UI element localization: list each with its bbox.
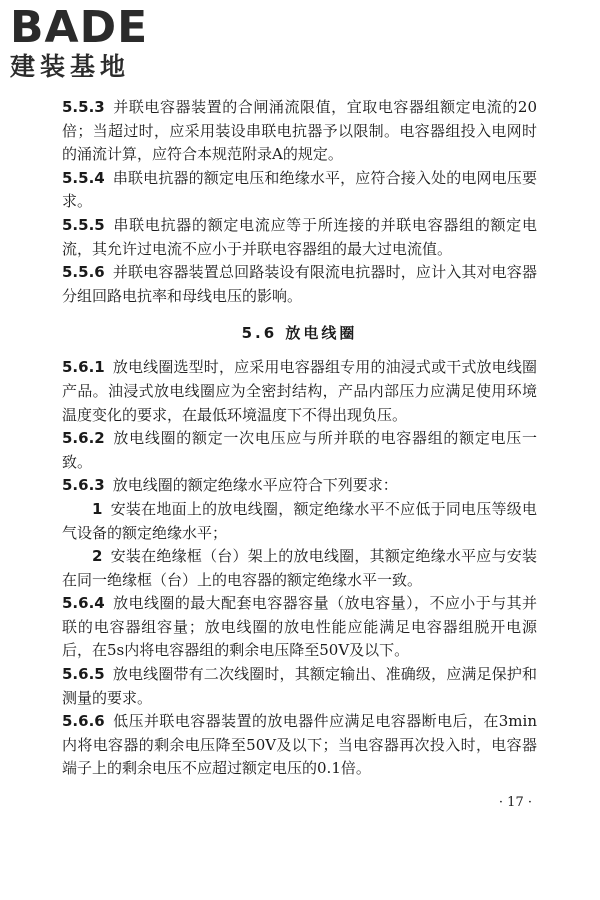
clause-5-5-5 [62,214,537,261]
clause-number: 5.6.4 [62,594,105,613]
clause-text: 并联电容器装置总回路装设有限流电抗器时，应计入其对电容器分组回路电抗率和母线电压的影响。 [62,263,537,305]
clause-5-5-4 [62,167,537,214]
list-item-1 [62,498,537,545]
clause-number: 5.5.4 [62,168,105,187]
clause-5-6-1 [62,356,537,427]
clause-text: 放电线圈的最大配套电容器容量（放电容量），不应小于与其并联的电容器组容量；放电线圈的放电性能应能满足电容器组脱开电源后，在5s内将电容器组的剩余电压降至50V及以下。 [62,594,537,660]
clause-number: 5.6.3 [62,476,105,495]
clause-text: 放电线圈的额定绝缘水平应符合下列要求： [112,476,398,495]
clause-text: 低压并联电容器装置的放电器件应满足电容器断电后，在3min内将电容器的剩余电压降至50V及以下；当电容器再次投入时，电容器端子上的剩余电压不应超过额定电压的0.1倍。 [62,712,537,778]
clause-number: 5.6.5 [62,665,105,684]
list-item-2 [62,545,537,592]
item-number: 2 [92,547,103,566]
clause-text: 放电线圈的额定一次电压应与所并联的电容器组的额定电压一致。 [62,429,537,471]
item-number: 1 [92,499,103,518]
clause-number: 5.5.3 [62,98,105,116]
clause-5-6-6 [62,710,537,781]
clause-5-6-5 [62,663,537,710]
section-title: 5.6 放电线圈 [241,324,358,343]
clause-5-6-4 [62,592,537,663]
item-text: 安装在绝缘框（台）架上的放电线圈，其额定绝缘水平应与安装在同一绝缘框（台）上的电容器的额定绝缘水平一致。 [62,547,537,589]
clause-5-6-2 [62,427,537,474]
logo-subtitle: 建装基地 [10,52,131,81]
clause-text: 并联电容器装置的合闸涌流限值，宜取电容器组额定电流的20倍；当超过时，应采用装设串联电抗器予以限制。电容器组投入电网时的涌流计算，应符合本规范附录A的规定。 [62,98,537,164]
clause-text: 串联电抗器的额定电流应等于所连接的并联电容器组的额定电流，其允许过电流不应小于并联电容器组的最大过电流值。 [62,215,537,258]
clause-number: 5.5.6 [62,263,105,282]
clause-5-6-3 [62,474,537,498]
brand-logo [10,2,180,84]
clause-text: 放电线圈选型时，应采用电容器组专用的油浸式或干式放电线圈产品。油浸式放电线圈应为全密封结构，产品内部压力应满足使用环境温度变化的要求，在最低环境温度下不得出现负压。 [62,358,537,424]
clause-text: 串联电抗器的额定电压和绝缘水平，应符合接入处的电网电压要求。 [62,168,537,211]
clause-text: 放电线圈带有二次线圈时，其额定输出、准确级，应满足保护和测量的要求。 [62,665,537,707]
clause-number: 5.5.5 [62,215,105,234]
clause-5-5-6 [62,261,537,308]
logo-wordmark: BADE [10,2,149,53]
clause-5-5-3 [62,96,537,167]
item-text: 安装在地面上的放电线圈，额定绝缘水平不应低于同电压等级电气设备的额定绝缘水平； [62,499,537,542]
clause-number: 5.6.1 [62,358,105,377]
clause-number: 5.6.6 [62,712,105,731]
page-number: · 17 · [498,795,532,810]
clause-number: 5.6.2 [62,429,105,448]
document-body [62,96,537,781]
